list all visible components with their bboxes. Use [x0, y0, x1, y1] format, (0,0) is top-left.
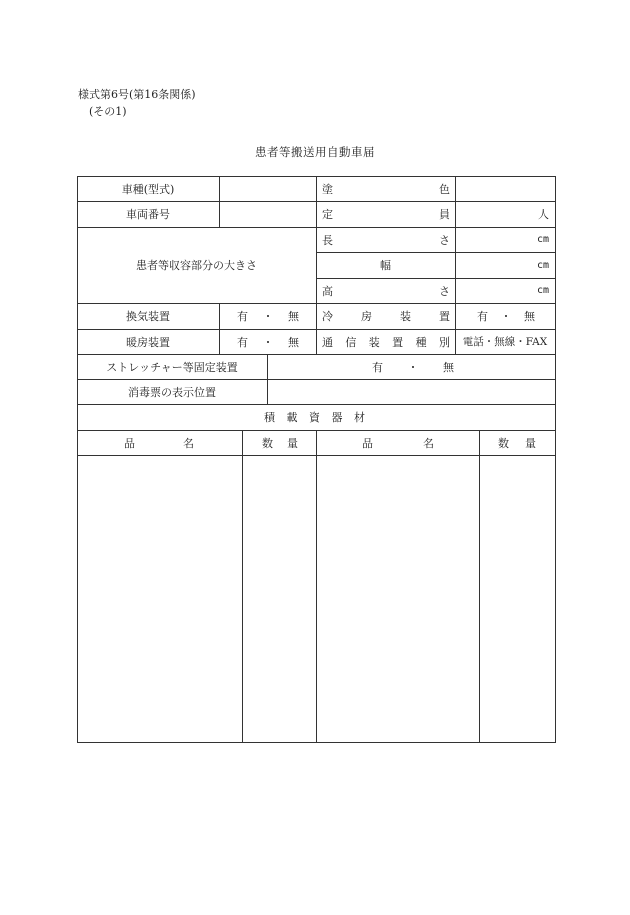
cooling-label: 冷 房 装 置: [322, 310, 450, 323]
comm-device-label: 通 信 装 置 種 別: [322, 335, 450, 349]
height-unit: cm: [536, 285, 549, 296]
quantity-header-right: 数 量: [498, 436, 536, 450]
paint-color-label: 塗 色: [322, 182, 450, 196]
plate-number-label: 車両番号: [126, 208, 170, 221]
width-unit: cm: [536, 259, 549, 271]
stretcher-yes-no: 有 ・ 無: [372, 360, 454, 374]
quantity-header-left: 数 量: [262, 436, 298, 450]
capacity-label: 定 員: [322, 208, 450, 221]
width-label: 幅: [380, 259, 391, 272]
ventilation-yes-no: 有 ・ 無: [237, 310, 299, 323]
length-label: 長 さ: [322, 233, 450, 247]
capacity-unit: 人: [538, 208, 549, 221]
compartment-size-label: 患者等収容部分の大きさ: [136, 259, 257, 272]
heating-yes-no: 有 ・ 無: [237, 335, 299, 349]
length-unit: cm: [536, 234, 549, 245]
item-name-header-right: 品 名: [362, 436, 434, 450]
comm-types: 電話・無線・FAX: [462, 336, 548, 348]
height-label: 高 さ: [322, 284, 450, 298]
form-number: 様式第6号(第16条関係): [78, 88, 196, 101]
sticker-position-label: 消毒票の表示位置: [128, 385, 216, 399]
form-title: 患者等搬送用自動車届: [255, 145, 375, 159]
heating-label: 暖房装置: [126, 335, 170, 349]
item-name-header-left: 品 名: [124, 436, 194, 450]
equipment-header: 積 載 資 器 材: [264, 411, 369, 424]
cooling-yes-no: 有 ・ 無: [477, 310, 535, 323]
ventilation-label: 換気装置: [126, 310, 170, 323]
form-sub-number: (その1): [89, 105, 127, 118]
stretcher-label: ストレッチャー等固定装置: [106, 360, 238, 374]
vehicle-type-label: 車種(型式): [121, 182, 175, 196]
